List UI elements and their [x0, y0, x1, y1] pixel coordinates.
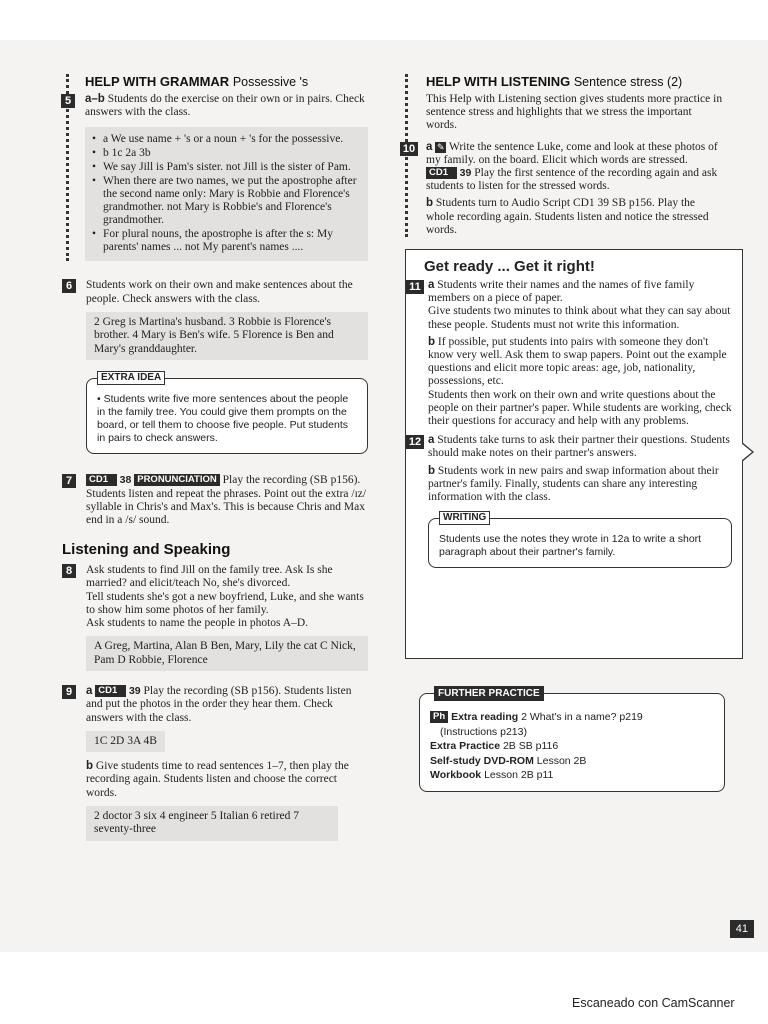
exercise-number: 9 — [62, 685, 76, 699]
writing-label: WRITING — [439, 511, 490, 525]
textbook-page — [0, 40, 768, 952]
exercise-7 — [62, 474, 368, 527]
fp-item-label: Extra reading — [451, 711, 519, 724]
exercise-number: 5 — [61, 94, 75, 108]
exercise-label: b — [426, 197, 434, 210]
exercise-text: Ask students to find Jill on the family tree. Ask Is she married? and elicit/teach No, she's divorced. — [86, 564, 333, 590]
pronunciation-tag: PRONUNCIATION — [134, 474, 220, 486]
photocopiable-badge: Ph — [430, 711, 448, 723]
exercise-number: 7 — [62, 474, 76, 488]
exercise-text: Students write their names and the names of five family members on a piece of paper. — [428, 279, 695, 305]
writing-box — [428, 512, 732, 568]
get-ready-title: Get ready ... Get it right! — [424, 258, 595, 276]
track-number: 38 — [119, 474, 132, 487]
exercise-label: b — [86, 760, 94, 773]
fp-item-label: Workbook — [430, 769, 482, 782]
right-column — [402, 70, 732, 792]
exercise-text: Write the sentence Luke, come and look at these photos of my family. on the board. Elicit which words are stressed. — [426, 140, 718, 166]
grammar-section — [66, 74, 368, 261]
exercise-label: a — [428, 434, 435, 447]
exercise-label: a — [86, 685, 93, 698]
exercise-number: 6 — [62, 279, 76, 293]
bullet-item: • b 1c 2a 3b — [91, 147, 360, 160]
fp-item-value: Lesson 2B p11 — [484, 769, 554, 782]
exercise-9 — [62, 685, 368, 725]
exercise-label: a — [426, 140, 433, 153]
listening-speaking-title: Listening and Speaking — [62, 541, 231, 559]
exercise-text: Play the recording (SB p156). Students listen and put the photos in the order they hear them. Check answers with the class. — [86, 685, 352, 724]
exercise-text: Students do the exercise on their own or in pairs. Check answers with the class. — [85, 93, 365, 119]
scanner-footer: Escaneado con CamScanner — [572, 996, 735, 1010]
listening-heading — [426, 74, 725, 89]
exercise-label: b — [428, 464, 436, 477]
fp-item-value: Lesson 2B — [536, 754, 587, 767]
writing-text: Students use the notes they wrote in 12a to write a short paragraph about their partner's family. — [439, 533, 702, 559]
exercise-text: Students take turns to ask their partner their questions. Students should make notes on their partner's answers. — [428, 434, 730, 460]
exercise-number: 8 — [62, 564, 76, 578]
grammar-answer-box — [85, 127, 368, 261]
exercise-text: Students work in new pairs and swap information about their partner's family. Finally, students can share any interesting information with the class. — [428, 464, 719, 504]
extra-idea-box — [86, 372, 368, 454]
fp-item-label: Self-study DVD-ROM — [430, 754, 534, 767]
exercise-10 — [402, 140, 725, 237]
extra-idea-label: EXTRA IDEA — [97, 371, 165, 385]
exercise-text: Play the recording (SB p156). Students listen and repeat the phrases. Point out the extra /ɪz/ syllable in Chris's and Max's. This is because Chris and Max end in a /s/ sound. — [86, 474, 367, 526]
exercise-9b — [62, 760, 368, 800]
exercise-number: 10 — [400, 142, 418, 156]
track-number: 39 — [128, 685, 141, 698]
fp-item-note: (Instructions p213) — [440, 725, 527, 738]
arrow-tip — [742, 442, 754, 462]
exercise-text: Students turn to Audio Script CD1 39 SB p156. Play the whole recording again. Students listen and notice the stressed words. — [426, 197, 709, 236]
cd-tag: CD1 ▸ — [95, 685, 126, 697]
pencil-icon: ✎ — [437, 141, 445, 152]
exercise-8 — [62, 564, 368, 630]
grammar-subtitle: Possessive 's — [232, 75, 309, 89]
listening-intro: This Help with Listening section gives students more practice in sentence stress and highlights that we stress the important words. — [426, 93, 723, 132]
page-number: 41 — [730, 920, 754, 938]
answer-box: 2 Greg is Martina's husband. 3 Robbie is Florence's brother. 4 Mary is Ben's wife. 5 Florence is Ben and Mary's granddaughter. — [86, 312, 368, 361]
exercise-label: a — [428, 279, 435, 292]
get-ready-box — [405, 249, 743, 659]
exercise-text: Students work on their own and make sentences about the people. Check answers with the class. — [86, 279, 353, 305]
further-practice-box — [419, 688, 725, 792]
exercise-text: Give students time to read sentences 1–7, then play the recording again. Students listen and choose the correct words. — [86, 760, 349, 799]
bullet-item: • For plural nouns, the apostrophe is after the s: My parents' names ... not My parent's names .... — [91, 228, 360, 254]
fp-item-label: Extra Practice — [430, 740, 501, 753]
answer-box: 1C 2D 3A 4B — [86, 731, 165, 753]
grammar-title: HELP WITH GRAMMAR — [85, 74, 230, 89]
exercise-text: Tell students she's got a new boyfriend, Luke, and she wants to show him some photos of her family. — [86, 590, 364, 616]
listening-subtitle: Sentence stress (2) — [573, 75, 683, 89]
answer-box: 2 doctor 3 six 4 engineer 5 Italian 6 retired 7 seventy-three — [86, 806, 338, 841]
listening-help-section — [402, 74, 725, 237]
fp-item-value: 2 What's in a name? p219 — [521, 711, 643, 724]
fp-item-value: 2B SB p116 — [502, 740, 559, 753]
grammar-heading — [85, 74, 368, 89]
exercise-number: 12 — [406, 435, 424, 449]
answer-box: A Greg, Martina, Alan B Ben, Mary, Lily the cat C Nick, Pam D Robbie, Florence — [86, 636, 368, 671]
exercise-number: 11 — [406, 280, 424, 294]
exercise-11 — [409, 279, 732, 428]
further-practice-label: FURTHER PRACTICE — [434, 686, 544, 701]
exercise-5 — [64, 93, 368, 119]
exercise-12 — [408, 434, 732, 504]
exercise-text: Play the first sentence of the recording again and ask students to listen for the stressed words. — [426, 167, 718, 193]
extra-idea-text: • Students write five more sentences about the people in the family tree. You could give them prompts on the board, or tell them to choose five people. Put students in pairs to check answers. — [97, 393, 349, 445]
track-number: 39 — [459, 167, 472, 180]
exercise-label: b — [428, 335, 436, 348]
cd-tag: CD1 ▸ — [86, 474, 117, 486]
exercise-text: Give students two minutes to think about what they can say about these people. Students must not write this information. — [428, 305, 731, 331]
grammar-bullets — [91, 133, 360, 254]
bullet-item: • When there are two names, we put the apostrophe after the second name only: Mary is Robbie and Florence's grandmother. not Mary is Robbie's and Florence's grandmother. — [91, 175, 360, 227]
cd-tag: CD1 ▸ — [426, 167, 457, 179]
bullet-item: • We say Jill is Pam's sister. not Jill is the sister of Pam. — [91, 161, 360, 174]
exercise-6 — [62, 279, 368, 305]
bullet-item: • a We use name + 's or a noun + 's for the possessive. — [91, 133, 360, 146]
exercise-text: If possible, put students into pairs with someone they don't know very well. Ask them to swap papers. Point out the example questions and elicit more topic areas: age, job, nationality, possessions, etc. — [428, 335, 727, 388]
listening-title: HELP WITH LISTENING — [426, 74, 571, 89]
exercise-text: Ask students to name the people in photos A–D. — [86, 616, 308, 629]
left-column — [62, 70, 368, 841]
exercise-label: a–b — [85, 93, 105, 105]
exercise-text: Students then work on their own and write questions about the people on their partner's paper. While students are working, check their questions for accuracy and help with any problems. — [428, 388, 732, 428]
